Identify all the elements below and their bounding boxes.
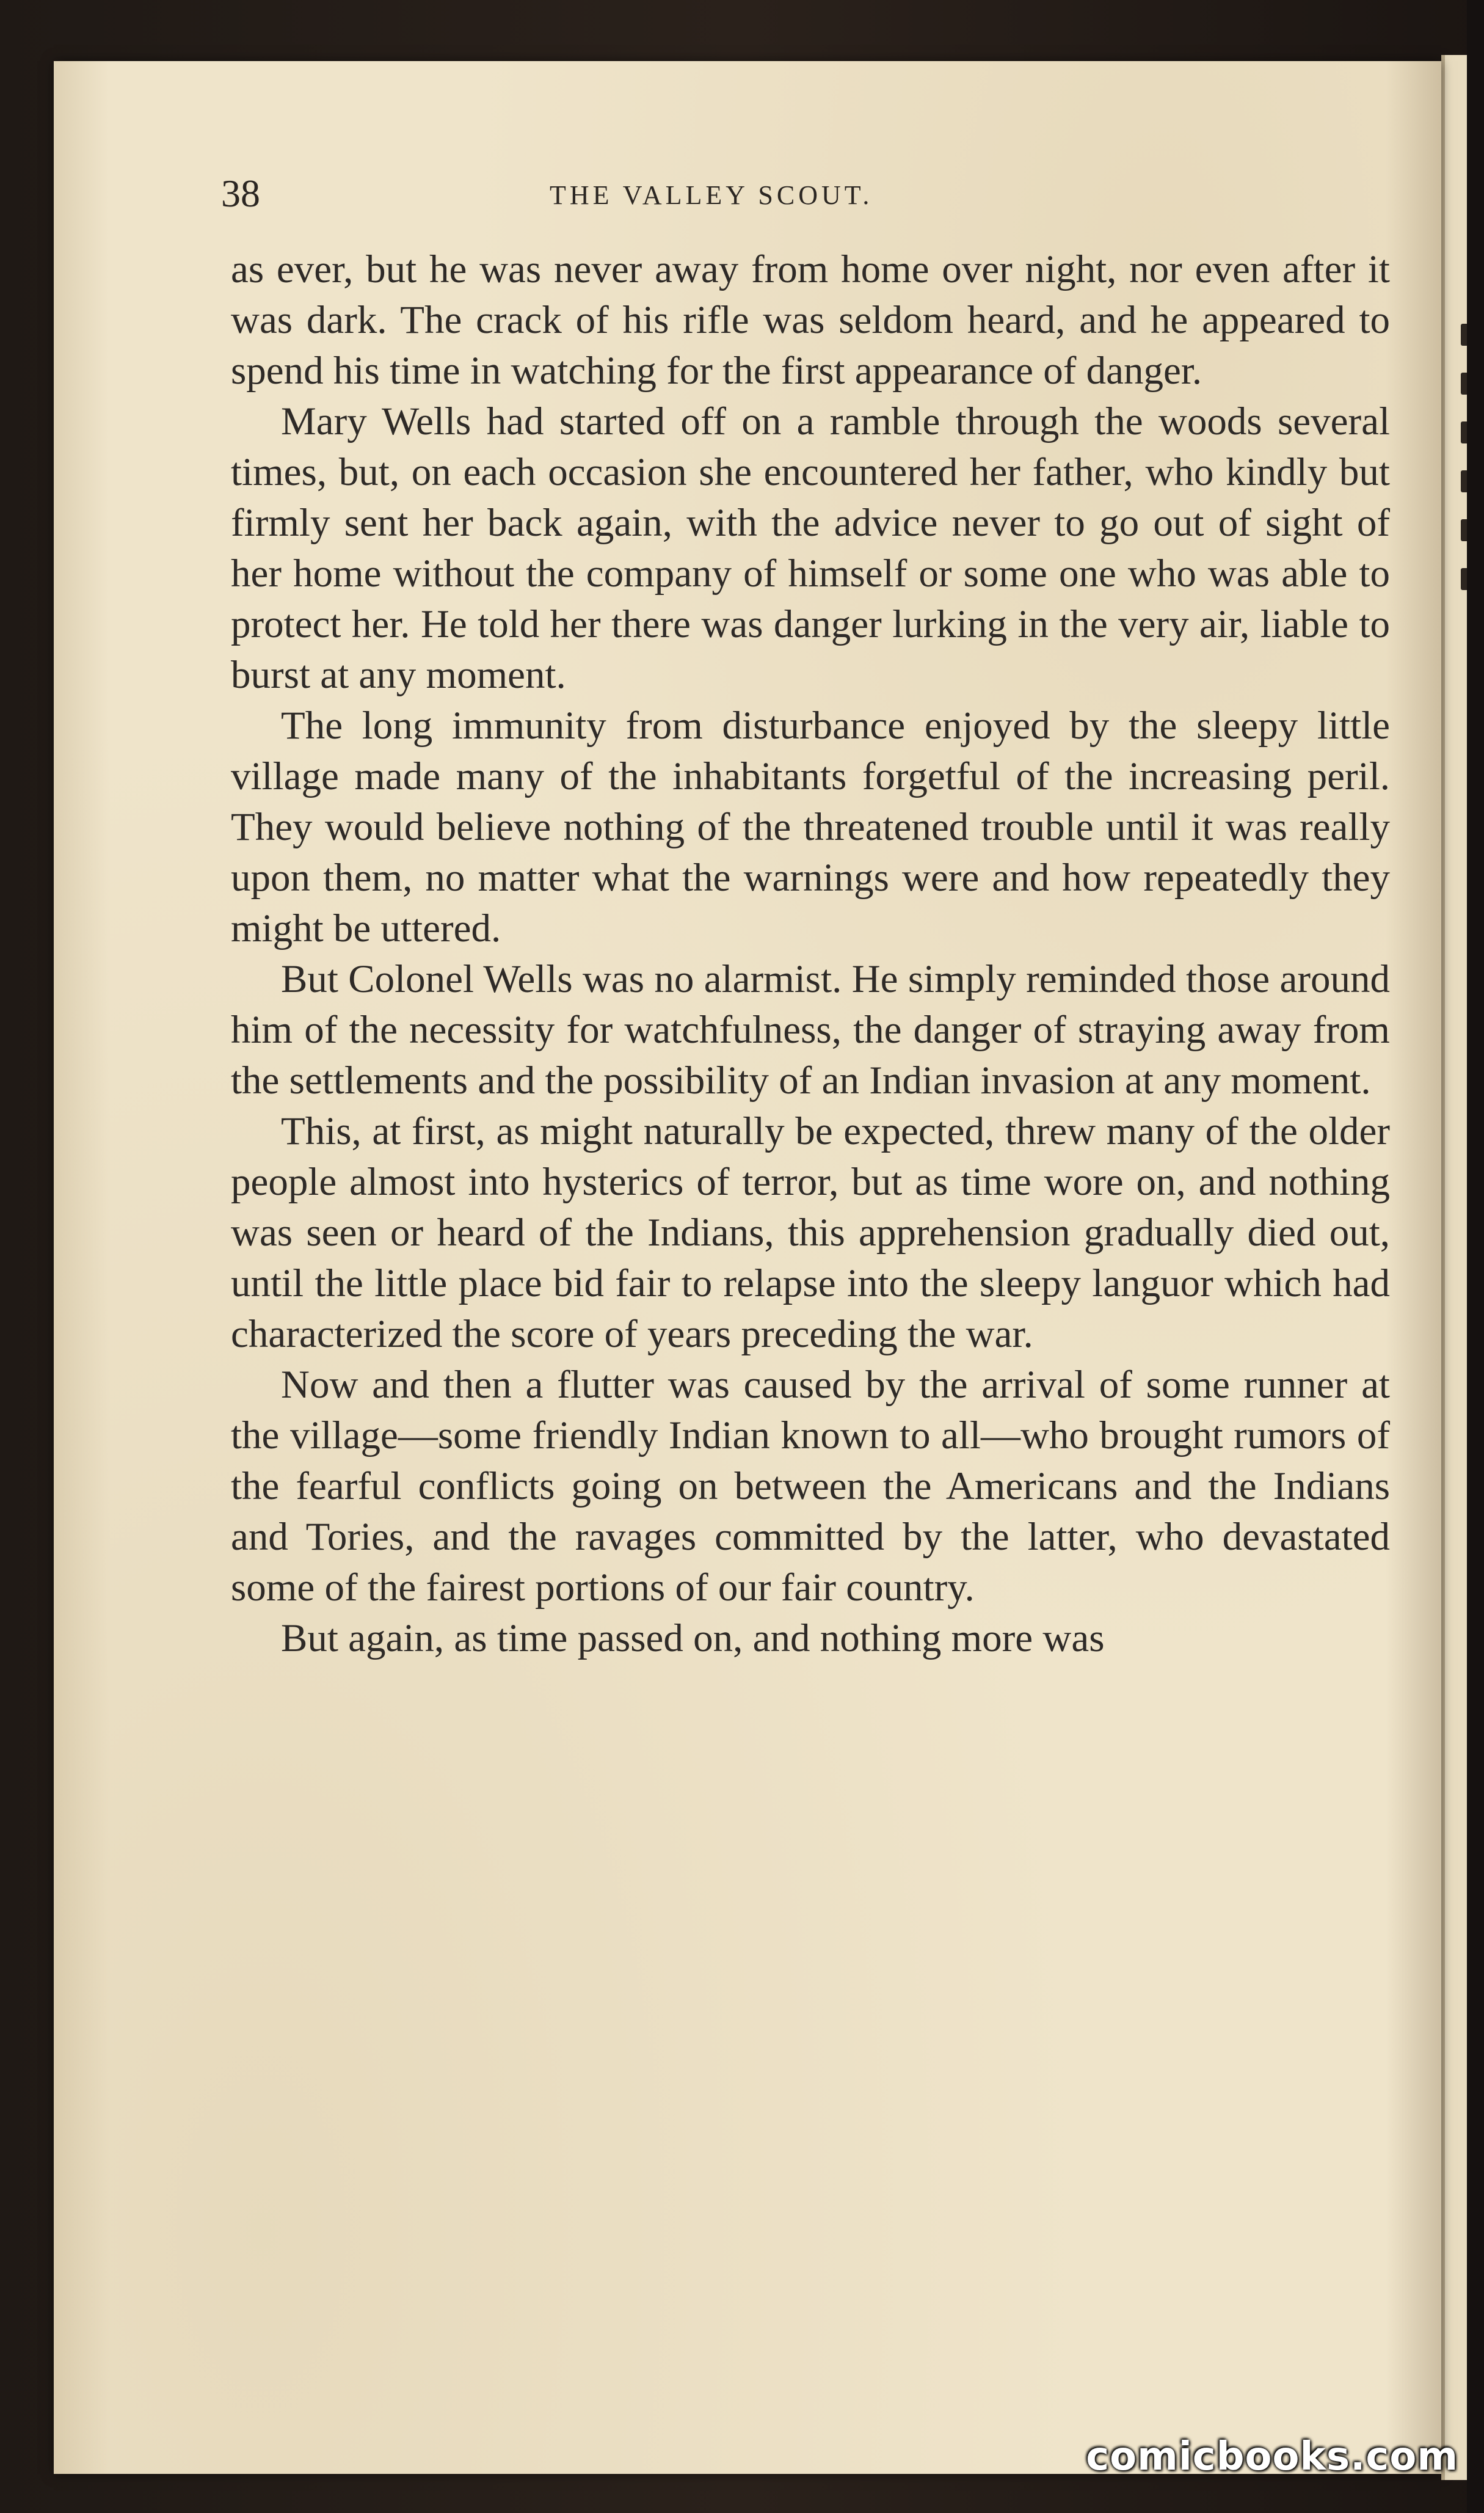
- book-spine-edge: [1467, 0, 1484, 2513]
- paragraph: Mary Wells had started off on a ramble through the woods several times, but, on each occasion she encountered her father, who kindly but firmly sent her back again, with the advice never to go out of sight of her home without the company of himself or some one who was able to protect her. He told her there was danger lurking in the very air, liable to burst at any moment.: [231, 399, 1390, 697]
- page-header: [171, 171, 1392, 226]
- paragraph: Now and then a flutter was caused by the arrival of some runner at the village—some friendly Indian known to all—who brought rumors of the fearful conflicts going on between the Americans and the Indians and Tories, and the ravages committed by the latter, who devastated some of the fairest portions of our fair country.: [231, 1363, 1390, 1610]
- paragraph: The long immunity from disturbance enjoyed by the sleepy little village made many of the inhabitants forgetful of the increasing peril. They would believe nothing of the threatened trouble until it was really upon them, no matter what the warnings were and how repeatedly they might be uttered.: [231, 704, 1390, 950]
- watermark: comicbooks.com: [1086, 2434, 1458, 2479]
- paragraph: But again, as time passed on, and nothing more was: [281, 1616, 1105, 1660]
- paragraph: as ever, but he was never away from home over night, nor even after it was dark. The crack of his rifle was seldom heard, and he appeared to spend his time in watching for the first appearance of danger.: [231, 247, 1390, 393]
- paragraph: But Colonel Wells was no alarmist. He simply reminded those around him of the necessity for watchfulness, the danger of straying away from the settlements and the possibility of an Indian invasion at any moment.: [231, 957, 1390, 1103]
- paragraph: This, at first, as might naturally be expected, threw many of the older people almost into hysterics of terror, but as time wore on, and nothing was seen or heard of the Indians, this apprehension gradually died out, until the little place bid fair to relapse into the sleepy languor which had characterized the score of years preceding the war.: [231, 1109, 1390, 1356]
- running-title: THE VALLEY SCOUT.: [550, 180, 873, 210]
- page-number: 38: [221, 172, 260, 215]
- body-text: [231, 244, 1390, 1664]
